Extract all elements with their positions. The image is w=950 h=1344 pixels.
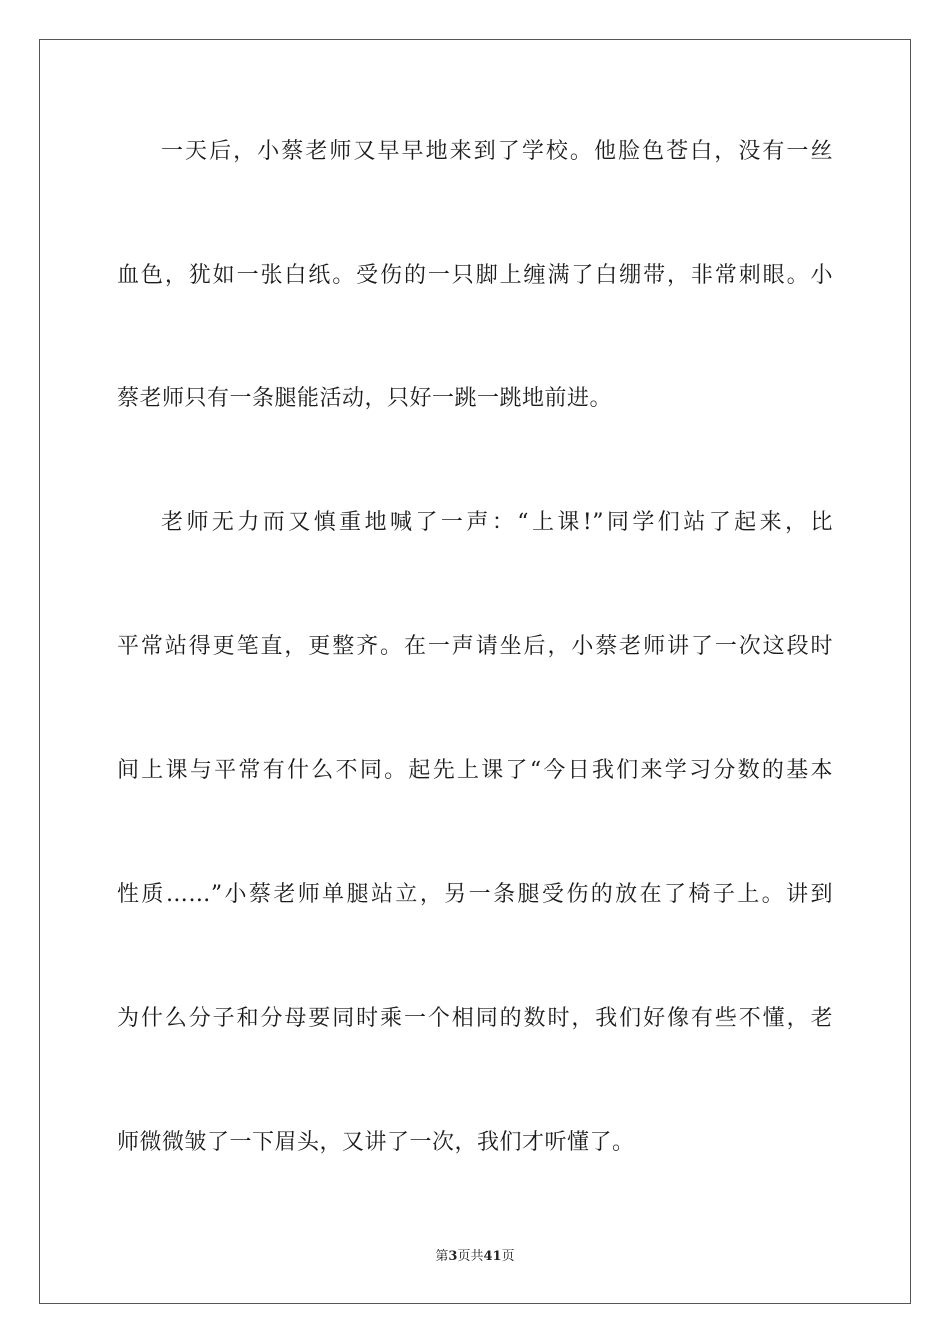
page-border	[39, 39, 911, 1304]
total-suffix: 页	[501, 1249, 515, 1264]
page-number: 3	[448, 1249, 458, 1264]
page-footer	[0, 1248, 950, 1266]
text-line: 蔡老师只有一条腿能活动，只好一跳一跳地前进。	[117, 386, 613, 411]
total-prefix: 共	[470, 1249, 484, 1264]
page-suffix: 页	[457, 1249, 471, 1264]
text-line: 间上课与平常有什么不同。起先上课了“今日我们来学习分数的基本	[117, 758, 833, 783]
text-line: 为什么分子和分母要同时乘一个相同的数时，我们好像有些不懂，老	[117, 1006, 833, 1031]
text-line: 性质……”小蔡老师单腿站立，另一条腿受伤的放在了椅子上。讲到	[117, 882, 833, 907]
text-line: 血色，犹如一张白纸。受伤的一只脚上缠满了白绷带，非常刺眼。小	[117, 263, 833, 288]
text-line: 平常站得更笔直，更整齐。在一声请坐后，小蔡老师讲了一次这段时	[117, 634, 833, 659]
text-line: 老师无力而又慎重地喊了一声：“上课!”同学们站了起来，比	[161, 510, 833, 535]
text-line: 一天后，小蔡老师又早早地来到了学校。他脸色苍白，没有一丝	[161, 139, 833, 164]
text-line: 师微微皱了一下眉头，又讲了一次，我们才听懂了。	[117, 1130, 635, 1155]
total-pages: 41	[483, 1249, 502, 1264]
page-prefix: 第	[435, 1249, 449, 1264]
